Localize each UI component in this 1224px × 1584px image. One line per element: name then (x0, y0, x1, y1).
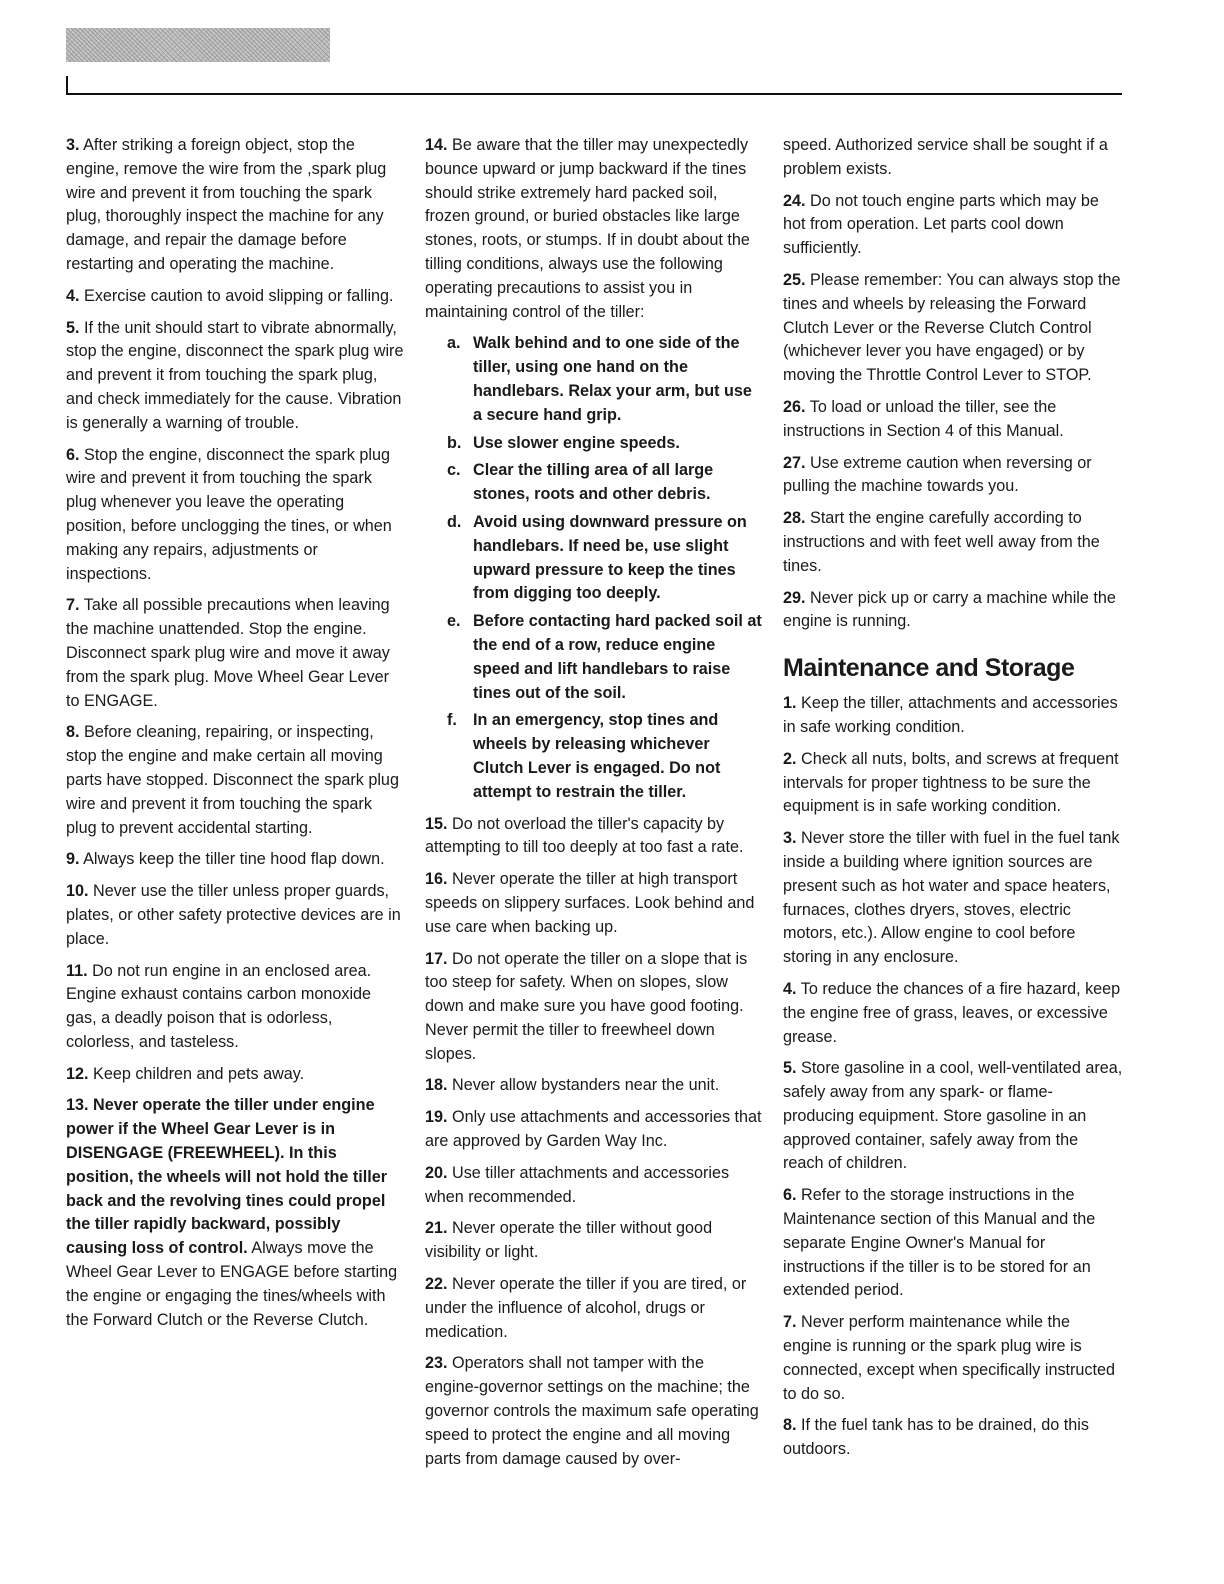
list-item: f. In an emergency, stop tines and wheels by releasing whichever Clutch Lever is engaged. Do not attempt to restrain the tiller. (447, 711, 721, 801)
safety-item-16: 16. Never operate the tiller at high transport speeds on slippery surfaces. Look behind and use care when backing up. (425, 870, 755, 936)
list-item: e. Before contacting hard packed soil at the end of a row, reduce engine speed and lift handlebars to raise tines out of the soil. (447, 612, 762, 702)
safety-item-3: 3. After striking a foreign object, stop the engine, remove the wire from the ,spark plug wire and prevent it from touching the spark plug, thoroughly inspect the machine for any damage, and repair the damage before restarting and operating the machine. (66, 136, 387, 273)
safety-item-23-continued: speed. Authorized service shall be sought if a problem exists. (783, 136, 1108, 178)
safety-item-9: 9. Always keep the tiller tine hood flap down. (66, 850, 385, 869)
safety-item-11: 11. Do not run engine in an enclosed area. Engine exhaust contains carbon monoxide gas, a deadly poison that is odorless, colorless, and tasteless. (66, 961, 372, 1051)
maintenance-item-7: 7. Never perform maintenance while the engine is running or the spark plug wire is connected, except when specifically instructed to do so. (783, 1313, 1116, 1403)
safety-item-26: 26. To load or unload the tiller, see the instructions in Section 4 of this Manual. (783, 397, 1064, 440)
maintenance-item-1: 1. Keep the tiller, attachments and accessories in safe working condition. (783, 694, 1118, 736)
maintenance-item-5: 5. Store gasoline in a cool, well-ventilated area, safely away from any spark- or flame-producing equipment. Store gasoline in an approved container, safely away from the reach of children. (783, 1059, 1123, 1173)
safety-item-22: 22. Never operate the tiller if you are tired, or under the influence of alcohol, drugs or medication. (425, 1275, 747, 1341)
safety-item-5: 5. If the unit should start to vibrate abnormally, stop the engine, disconnect the spark plug wire and prevent it from touching the spark plug, and check immediately for the cause. Vibration is generally a warning of trouble. (66, 318, 404, 432)
safety-item-14: 14. Be aware that the tiller may unexpectedly bounce upward or jump backward if the tines should strike extremely hard packed soil, frozen ground, or buried obstacles like large stones, roots, or stumps. If in doubt about the tilling conditions, always use the following operating precautions to assist you in maintaining control of the tiller: (425, 136, 750, 321)
safety-item-12: 12. Keep children and pets away. (66, 1064, 305, 1083)
safety-item-24: 24. Do not touch engine parts which may be hot from operation. Let parts cool down sufficiently. (783, 191, 1099, 258)
safety-item-15: 15. Do not overload the tiller's capacity by attempting to till too deeply at too fast a rate. (425, 814, 744, 857)
safety-item-10: 10. Never use the tiller unless proper guards, plates, or other safety protective devices are in place. (66, 882, 401, 948)
maintenance-item-8: 8. If the fuel tank has to be drained, do this outdoors. (783, 1416, 1089, 1459)
list-item: b. Use slower engine speeds. (447, 433, 680, 452)
safety-item-6: 6. Stop the engine, disconnect the spark plug wire and prevent it from touching the spark plug whenever you leave the operating position, before unclogging the tines, or when making any repairs, adjustments or inspections. (66, 445, 392, 583)
list-item: a. Walk behind and to one side of the tiller, using one hand on the handlebars. Relax your arm, but use a secure hand grip. (447, 334, 752, 424)
header-pattern-band (66, 28, 330, 62)
maintenance-item-2: 2. Check all nuts, bolts, and screws at frequent intervals for proper tightness to be sure the equipment is in safe working condition. (783, 749, 1119, 816)
safety-item-29: 29. Never pick up or carry a machine while the engine is running. (783, 588, 1116, 631)
safety-item-28: 28. Start the engine carefully according to instructions and with feet well away from the tines. (783, 509, 1100, 575)
maintenance-item-6: 6. Refer to the storage instructions in the Maintenance section of this Manual and the separate Engine Owner's Manual for instructions if the tiller is to be stored for an extended period. (783, 1186, 1096, 1300)
safety-item-4: 4. Exercise caution to avoid slipping or falling. (66, 286, 394, 305)
safety-item-23: 23. Operators shall not tamper with the engine-governor settings on the machine; the governor controls the maximum safe operating speed to protect the engine and all moving parts from damage caused by over- (425, 1354, 759, 1468)
column-3 (783, 134, 1123, 1470)
safety-item-7: 7. Take all possible precautions when leaving the machine unattended. Stop the engine. Disconnect spark plug wire and move it away from the spark plug. Move Wheel Gear Lever to ENGAGE. (66, 596, 390, 710)
maintenance-item-3: 3. Never store the tiller with fuel in the fuel tank inside a building where ignition sources are present such as hot water and space heaters, furnaces, clothes dryers, stoves, electric motors, etc.). Allow engine to cool before storing in any enclosure. (783, 829, 1120, 967)
tilling-precautions-list (425, 332, 762, 804)
safety-item-21: 21. Never operate the tiller without good visibility or light. (425, 1219, 713, 1262)
safety-item-27: 27. Use extreme caution when reversing or pulling the machine towards you. (783, 453, 1092, 496)
maintenance-heading: Maintenance and Storage (783, 654, 1075, 683)
safety-item-19: 19. Only use attachments and accessories that are approved by Garden Way Inc. (425, 1108, 762, 1151)
list-item: c. Clear the tilling area of all large stones, roots and other debris. (447, 461, 714, 504)
list-item: d. Avoid using downward pressure on handlebars. If need be, use slight upward pressure to keep the tines from digging too deeply. (447, 512, 747, 603)
column-1 (66, 134, 404, 1340)
header-rule (66, 93, 1122, 95)
column-2 (425, 134, 762, 1479)
maintenance-item-4: 4. To reduce the chances of a fire hazard, keep the engine free of grass, leaves, or excessive grease. (783, 979, 1121, 1046)
safety-item-13: 13. Never operate the tiller under engine power if the Wheel Gear Lever is in DISENGAGE (FREEWHEEL). In this position, the wheels will not hold the tiller back and the revolving tines could propel the tiller rapidly backward, possibly causing loss of control. Always move the Wheel Gear Lever to ENGAGE before starting the engine or engaging the tines/wheels with the Forward Clutch or the Reverse Clutch. (66, 1096, 398, 1329)
safety-item-18: 18. Never allow bystanders near the unit. (425, 1076, 720, 1095)
safety-item-17: 17. Do not operate the tiller on a slope that is too steep for safety. When on slopes, slow down and make sure you have good footing. Never permit the tiller to freewheel down slopes. (425, 949, 748, 1063)
safety-item-20: 20. Use tiller attachments and accessories when recommended. (425, 1163, 730, 1206)
safety-item-8: 8. Before cleaning, repairing, or inspecting, stop the engine and make certain all moving parts have stopped. Disconnect the spark plug wire and prevent it from touching the spark plug to prevent accidental starting. (66, 723, 399, 837)
header-rule-tick (66, 76, 68, 94)
safety-item-25: 25. Please remember: You can always stop the tines and wheels by releasing the Forward Clutch Lever or the Reverse Clutch Control (whichever lever you have engaged) or by moving the Throttle Control Lever to STOP. (783, 270, 1121, 385)
